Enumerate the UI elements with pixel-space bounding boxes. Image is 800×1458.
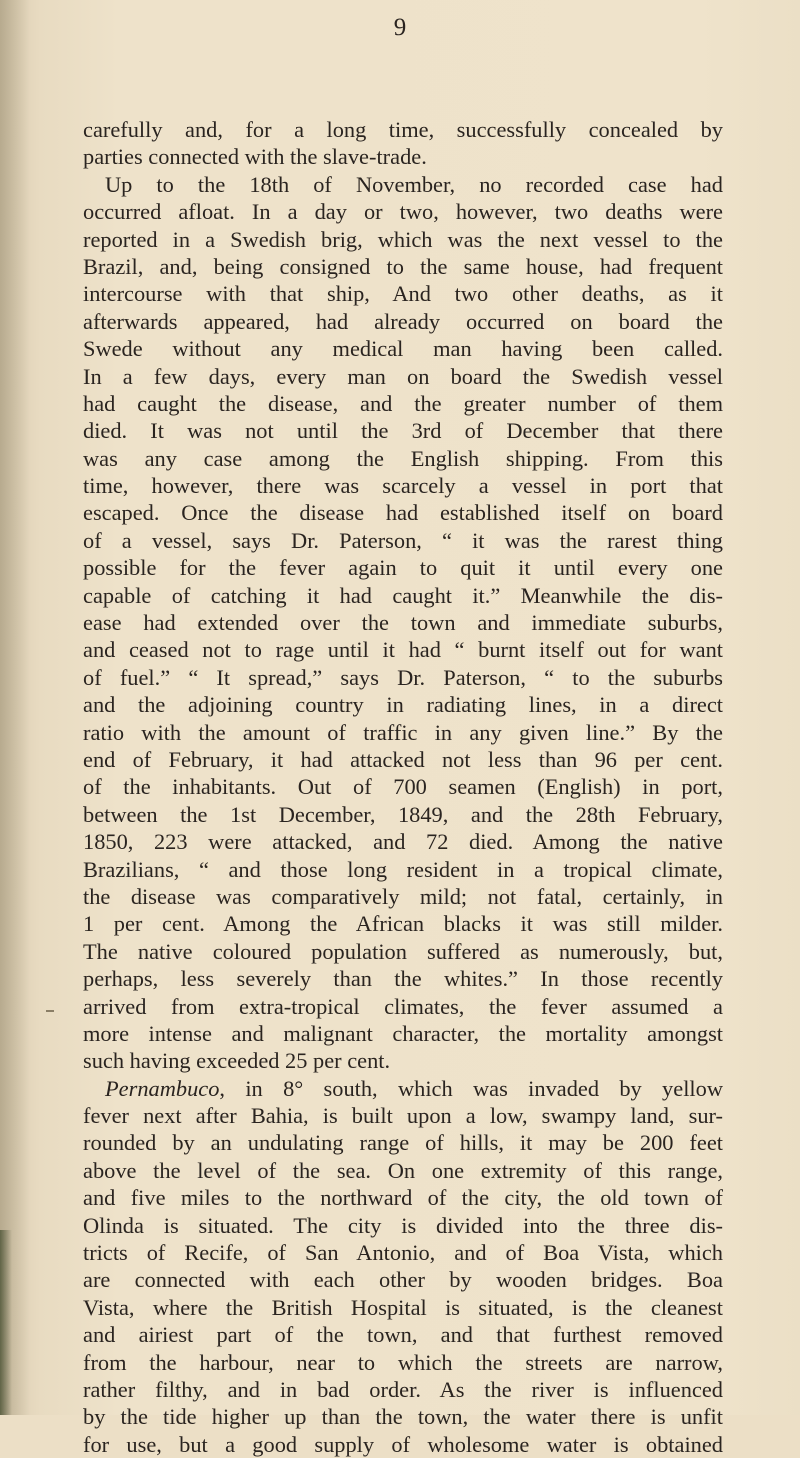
text-line: ease had extended over the town and immediate suburbs, — [83, 610, 723, 636]
text-line: perhaps, less severely than the whites.” In those recently — [83, 966, 723, 992]
text-line: rather filthy, and in bad order. As the river is influenced — [83, 1376, 723, 1402]
text-line: possible for the fever again to quit it until every one — [83, 555, 723, 581]
text-line: Vista, where the British Hospital is situated, is the cleanest — [83, 1294, 723, 1320]
text-line: carefully and, for a long time, successfully concealed by — [83, 117, 723, 142]
text-line: 1 per cent. Among the African blacks it was still milder. — [83, 911, 723, 937]
text-line: and ceased not to rage until it had “ burnt itself out for want — [83, 637, 723, 663]
margin-mark — [46, 1010, 54, 1012]
text-line: tricts of Recife, of San Antonio, and of Boa Vista, which — [83, 1240, 723, 1266]
text-line: capable of catching it had caught it.” Meanwhile the dis- — [83, 582, 723, 608]
text-line: Pernambuco, in 8° south, which was invaded by yellow — [105, 1075, 723, 1101]
text-line: ratio with the amount of traffic in any given line.” By the — [83, 719, 723, 745]
text-line: are connected with each other by wooden bridges. Boa — [83, 1267, 723, 1293]
text-line: by the tide higher up than the town, the water there is unfit — [83, 1404, 723, 1430]
text-line: from the harbour, near to which the streets are narrow, — [83, 1349, 723, 1375]
text-line: escaped. Once the disease had established itself on board — [83, 500, 723, 526]
text-line: In a few days, every man on board the Swedish vessel — [83, 363, 723, 389]
text-line: above the level of the sea. On one extremity of this range, — [83, 1157, 723, 1183]
text-line: arrived from extra-tropical climates, the fever assumed a — [83, 993, 723, 1019]
text-line: and airiest part of the town, and that furthest removed — [83, 1322, 723, 1348]
text-line: Brazil, and, being consigned to the same house, had frequent — [83, 253, 723, 279]
text-line: occurred afloat. In a day or two, however, two deaths were — [83, 199, 723, 225]
text-line: reported in a Swedish brig, which was the next vessel to the — [83, 226, 723, 252]
text-line: Up to the 18th of November, no recorded case had — [105, 171, 723, 197]
text-line: more intense and malignant character, the mortality amongst — [83, 1020, 723, 1046]
text-line: such having exceeded 25 per cent. — [83, 1048, 391, 1074]
text-line: of a vessel, says Dr. Paterson, “ it was the rarest thing — [83, 527, 723, 553]
text-line: 1850, 223 were attacked, and 72 died. Among the native — [83, 829, 723, 855]
place-name-italic: Pernambuco — [105, 1075, 220, 1101]
text-line: intercourse with that ship, And two other deaths, as it — [83, 281, 723, 307]
text-line: time, however, there was scarcely a vessel in port that — [83, 473, 723, 499]
text-line: The native coloured population suffered as numerously, but, — [83, 938, 723, 964]
text-line: fever next after Bahia, is built upon a low, swampy land, sur- — [83, 1103, 723, 1129]
text-line: the disease was comparatively mild; not fatal, certainly, in — [83, 883, 723, 909]
spine-shadow — [0, 0, 30, 1415]
body-text — [83, 116, 723, 1458]
text-line: Brazilians, “ and those long resident in a tropical climate, — [83, 856, 723, 882]
text-line: had caught the disease, and the greater number of them — [83, 390, 723, 416]
text-line: end of February, it had attacked not less than 96 per cent. — [83, 746, 723, 772]
text-line: of the inhabitants. Out of 700 seamen (English) in port, — [83, 774, 723, 800]
text-line: between the 1st December, 1849, and the 28th February, — [83, 801, 723, 827]
page-number: 9 — [393, 14, 407, 41]
text-line: and five miles to the northward of the city, the old town of — [83, 1185, 723, 1211]
text-line: for use, but a good supply of wholesome water is obtained — [83, 1431, 723, 1457]
text-line: afterwards appeared, had already occurred on board the — [83, 308, 723, 334]
text-line: died. It was not until the 3rd of December that there — [83, 418, 723, 444]
text-line: Olinda is situated. The city is divided into the three dis- — [83, 1212, 723, 1238]
text-line: rounded by an undulating range of hills, it may be 200 feet — [83, 1130, 723, 1156]
text-line: was any case among the English shipping. From this — [83, 445, 723, 471]
text-line: parties connected with the slave-trade. — [83, 144, 427, 170]
spine-binding — [0, 1230, 12, 1415]
text-line: and the adjoining country in radiating lines, in a direct — [83, 692, 723, 718]
text-line: Swede without any medical man having been called. — [83, 336, 723, 362]
text-line: of fuel.” “ It spread,” says Dr. Paterson, “ to the suburbs — [83, 664, 723, 690]
